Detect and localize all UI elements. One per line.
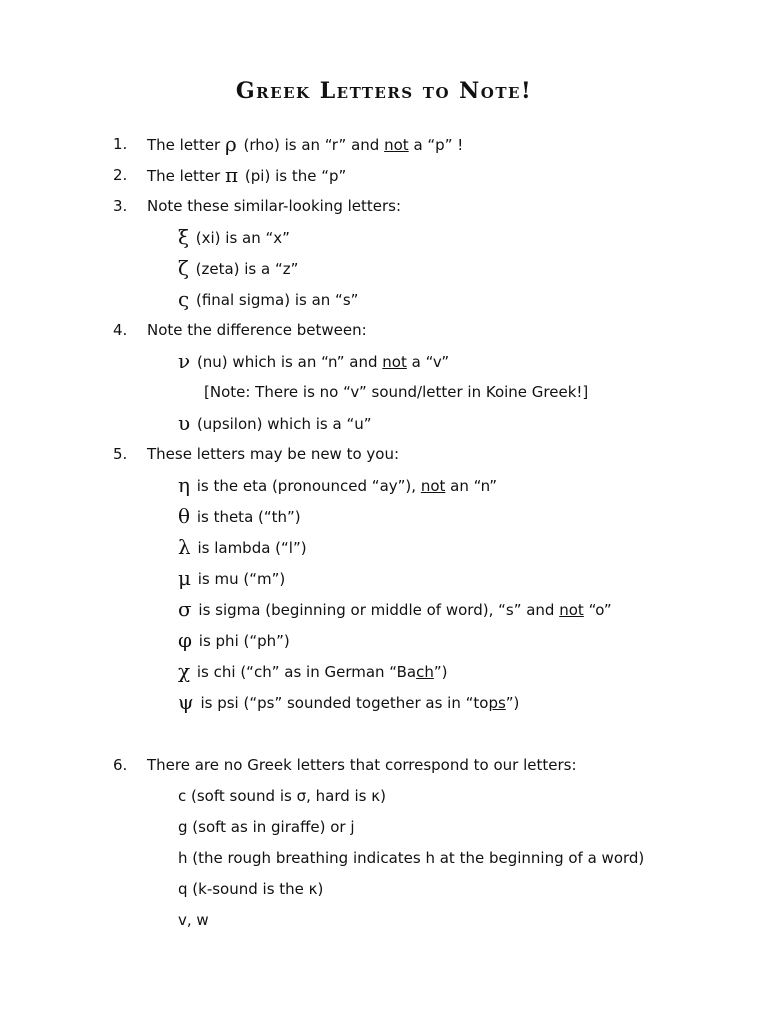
greek-letter-zeta: ζ	[178, 256, 189, 280]
item-number: 5.	[113, 445, 128, 463]
greek-letter-upsilon: υ	[178, 411, 191, 435]
greek-letter-final-sigma: ς	[178, 287, 190, 311]
greek-letter-eta: η	[178, 473, 190, 497]
greek-letter-theta: θ	[178, 504, 191, 528]
item-number: 2.	[113, 166, 128, 184]
greek-letter-mu: μ	[178, 566, 191, 590]
underlined-ps: ps	[488, 694, 506, 712]
greek-letter-chi: χ	[178, 659, 191, 683]
item-number: 6.	[113, 756, 128, 774]
underlined-ch: ch	[416, 663, 434, 681]
underlined-not: not	[384, 136, 409, 154]
underlined-not: not	[559, 601, 584, 619]
item-text: The letter π (pi) is the “p”	[147, 163, 347, 187]
item-number: 1.	[113, 135, 128, 153]
greek-letter-rho: ρ	[225, 132, 237, 156]
item-text: These letters may be new to you:	[147, 445, 400, 463]
underlined-not: not	[382, 353, 407, 371]
item-text: There are no Greek letters that correspond to our letters:	[147, 756, 577, 774]
greek-letter-sigma: σ	[178, 597, 192, 621]
item-number: 4.	[113, 321, 128, 339]
greek-letter-lambda: λ	[178, 535, 191, 559]
greek-letter-phi: φ	[178, 628, 193, 652]
greek-letter-xi: ξ	[178, 225, 190, 249]
item-text: Note these similar-looking letters:	[147, 197, 402, 215]
item-text: Note the difference between:	[147, 321, 367, 339]
item-number: 3.	[113, 197, 128, 215]
greek-letter-psi: ψ	[178, 690, 194, 714]
item-text: The letter ρ (rho) is an “r” and not a “p” !	[147, 132, 464, 156]
underlined-not: not	[420, 477, 446, 495]
greek-letter-nu: ν	[178, 349, 191, 373]
greek-letter-pi: π	[225, 163, 239, 187]
page-title: Greek Letters to Note!	[235, 78, 533, 104]
